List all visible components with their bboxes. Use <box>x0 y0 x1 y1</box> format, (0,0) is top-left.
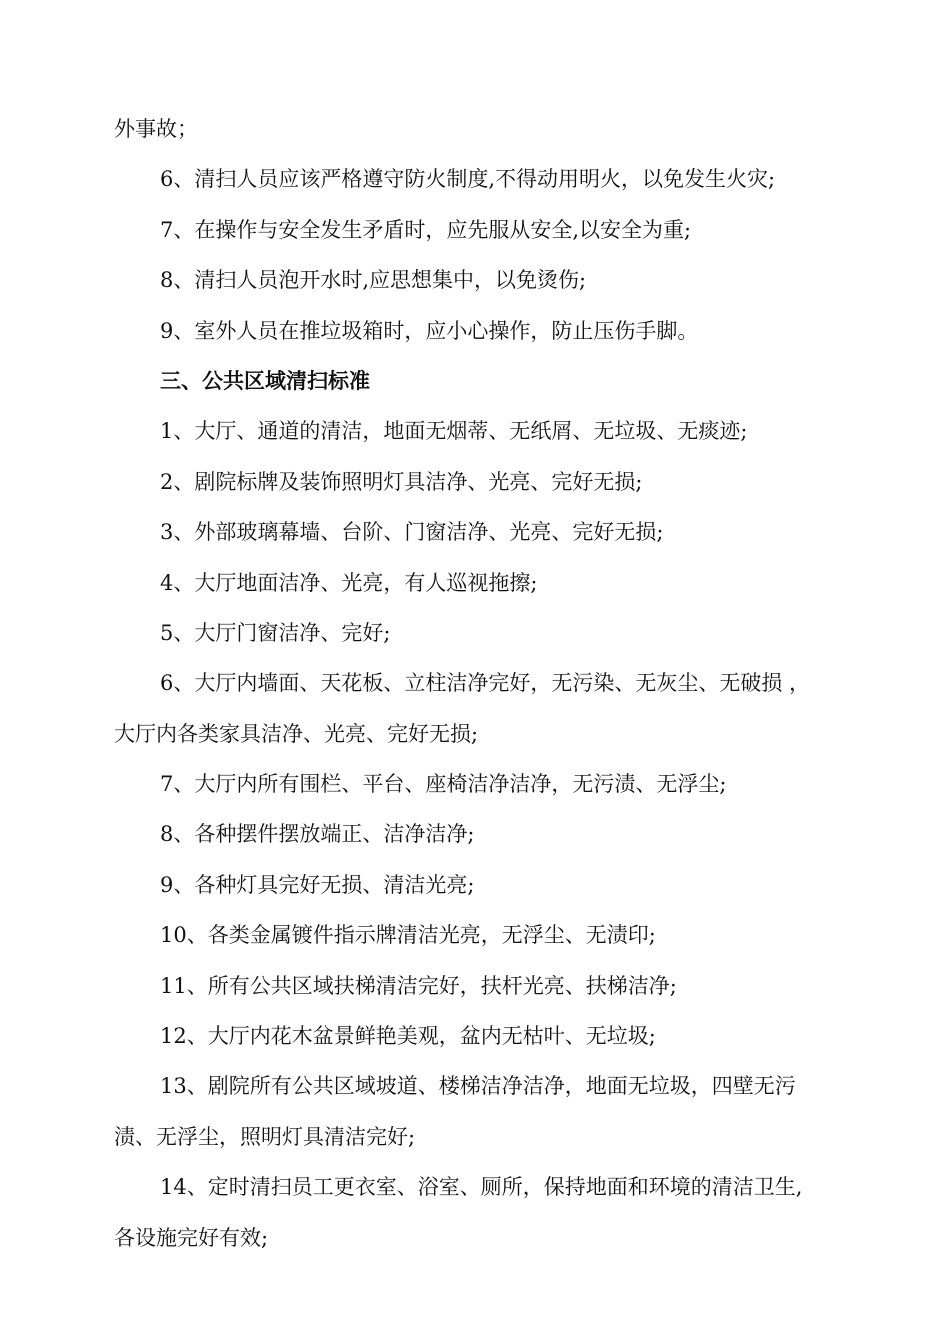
paragraph-line: 各设施完好有效; <box>114 1225 269 1250</box>
section-heading: 三、公共区域清扫标准 <box>160 368 370 393</box>
paragraph-line: 10、各类金属镀件指示牌清洁光亮，无浮尘、无渍印; <box>160 923 656 948</box>
paragraph-line: 8、各种摆件摆放端正、洁净洁净; <box>160 822 475 847</box>
paragraph-line: 7、大厅内所有围栏、平台、座椅洁净洁净，无污渍、无浮尘; <box>160 772 727 797</box>
paragraph-line: 5、大厅门窗洁净、完好; <box>160 620 391 645</box>
paragraph-line: 外事故； <box>114 117 198 141</box>
paragraph-line: 12、大厅内花木盆景鲜艳美观，盆内无枯叶、无垃圾; <box>160 1024 656 1049</box>
paragraph-line: 14、定时清扫员工更衣室、浴室、厕所，保持地面和环境的清洁卫生, <box>160 1175 803 1200</box>
paragraph-line: 渍、无浮尘，照明灯具清洁完好; <box>114 1124 416 1149</box>
paragraph-line: 8、清扫人员泡开水时,应思想集中，以免烫伤; <box>160 268 587 293</box>
document-body <box>114 104 849 1263</box>
paragraph-line: 1、大厅、通道的清洁，地面无烟蒂、无纸屑、无垃圾、无痰迹; <box>160 419 748 444</box>
paragraph-line: 6、大厅内墙面、天花板、立柱洁净完好，无污染、无灰尘、无破损 ， <box>160 671 811 696</box>
paragraph-line: 2、剧院标牌及装饰照明灯具洁净、光亮、完好无损; <box>160 469 643 494</box>
paragraph-line: 9、各种灯具完好无损、清洁光亮; <box>160 872 475 897</box>
paragraph-line: 大厅内各类家具洁净、光亮、完好无损; <box>114 721 479 746</box>
paragraph-line: 13、剧院所有公共区域坡道、楼梯洁净洁净，地面无垃圾，四壁无污 <box>160 1074 796 1099</box>
paragraph-line: 4、大厅地面洁净、光亮，有人巡视拖擦; <box>160 570 538 595</box>
paragraph-line: 6、清扫人员应该严格遵守防火制度,不得动用明火，以免发生火灾; <box>160 167 776 192</box>
paragraph-line: 7、在操作与安全发生矛盾时，应先服从安全,以安全为重; <box>160 217 692 242</box>
paragraph-line: 11、所有公共区域扶梯清洁完好，扶杆光亮、扶梯洁净; <box>160 973 677 998</box>
paragraph-line: 3、外部玻璃幕墙、台阶、门窗洁净、光亮、完好无损; <box>160 520 664 545</box>
paragraph-line: 9、室外人员在推垃圾箱时，应小心操作，防止压伤手脚。 <box>160 318 699 343</box>
